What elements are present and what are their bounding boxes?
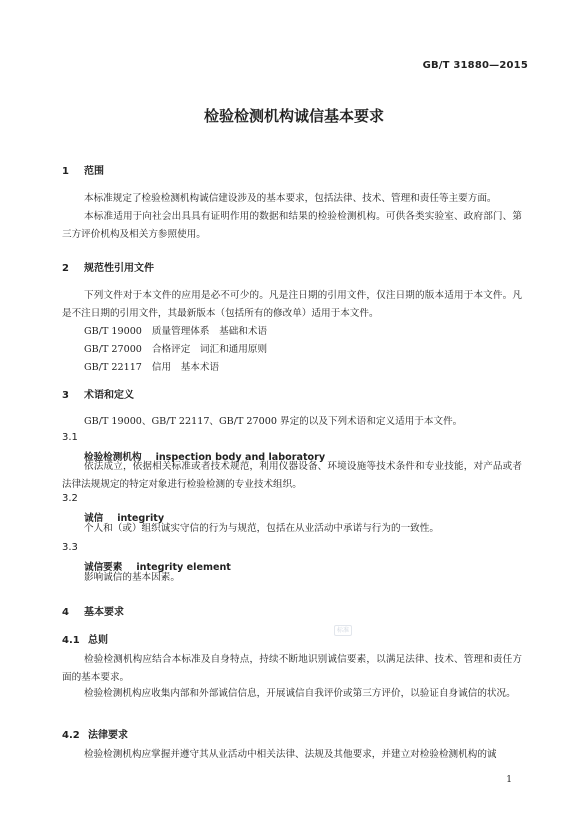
section-number: 1 (62, 166, 69, 177)
term-number: 3.3 (62, 542, 78, 553)
term-zh: 检验检测机构 (84, 452, 142, 463)
reference-code: GB/T 22117 (84, 362, 142, 373)
term-definition: 依法成立，依据相关标准或者技术规范，利用仪器设备、环境设施等技术条件和专业技能，对产品或者法律法规规定的特定对象进行检验检测的专业技术组织。 (62, 461, 522, 490)
watermark-logo: 标准 (334, 625, 352, 636)
section-4-heading (62, 603, 124, 618)
section-number: 2 (62, 263, 69, 274)
subsection-4-1-heading (62, 631, 108, 646)
subsection-title: 法律要求 (88, 730, 128, 741)
term-definition: 个人和（或）组织诚实守信的行为与规范，包括在从业活动中承诺与行为的一致性。 (84, 523, 439, 534)
paragraph: 检验检测机构应结合本标准及自身特点，持续不断地识别诚信要素，以满足法律、技术、管理和责任方面的基本要求。 (62, 654, 522, 683)
section-number: 3 (62, 390, 69, 401)
reference-title: 合格评定 词汇和通用原则 (151, 344, 268, 355)
paragraph: 检验检测机构应收集内部和外部诚信信息，开展诚信自我评价或第三方评价，以验证自身诚信的状况。 (84, 688, 516, 699)
paragraph: GB/T 19000、GB/T 22117、GB/T 27000 界定的以及下列术语和定义适用于本文件。 (84, 416, 463, 427)
document-title: 检验检测机构诚信基本要求 (203, 107, 384, 125)
reference-title: 质量管理体系 基础和术语 (151, 326, 268, 337)
section-1-heading (62, 162, 104, 177)
term-zh: 诚信 (84, 513, 104, 524)
subsection-number: 4.2 (62, 730, 80, 741)
section-title: 基本要求 (84, 607, 124, 618)
term-en: integrity (117, 513, 165, 524)
subsection-4-2-heading (62, 726, 128, 741)
normative-reference (84, 359, 229, 377)
reference-code: GB/T 27000 (84, 344, 142, 355)
term-en: inspection body and laboratory (155, 452, 326, 463)
reference-title: 信用 基本术语 (151, 362, 220, 373)
section-3-heading (62, 386, 134, 401)
subsection-title: 总则 (88, 635, 108, 646)
term-number: 3.2 (62, 493, 78, 504)
subsection-number: 4.1 (62, 635, 80, 646)
term-zh: 诚信要素 (84, 562, 123, 573)
section-2-heading (62, 259, 154, 274)
normative-reference (84, 323, 277, 341)
paragraph: 下列文件对于本文件的应用是必不可少的。凡是注日期的引用文件，仅注日期的版本适用于本文件。凡是不注日期的引用文件，其最新版本（包括所有的修改单）适用于本文件。 (62, 290, 522, 319)
section-title: 范围 (84, 166, 104, 177)
section-title: 术语和定义 (84, 390, 134, 401)
paragraph: 检验检测机构应掌握并遵守其从业活动中相关法律、法规及其他要求，并建立对检验检测机构的诚 (84, 749, 497, 760)
term-number: 3.1 (62, 432, 78, 443)
standard-code: GB/T 31880—2015 (422, 60, 528, 71)
paragraph: 本标准适用于向社会出具具有证明作用的数据和结果的检验检测机构。可供各类实验室、政府部门、第三方评价机构及相关方参照使用。 (62, 211, 522, 240)
paragraph: 本标准规定了检验检测机构诚信建设涉及的基本要求，包括法律、技术、管理和责任等主要方面。 (84, 193, 497, 204)
term-en: integrity element (136, 562, 231, 573)
term-definition: 影响诚信的基本因素。 (84, 572, 180, 583)
section-title: 规范性引用文件 (84, 263, 154, 274)
section-number: 4 (62, 607, 69, 618)
page-number: 1 (506, 775, 512, 785)
normative-reference (84, 341, 277, 359)
reference-code: GB/T 19000 (84, 326, 142, 337)
